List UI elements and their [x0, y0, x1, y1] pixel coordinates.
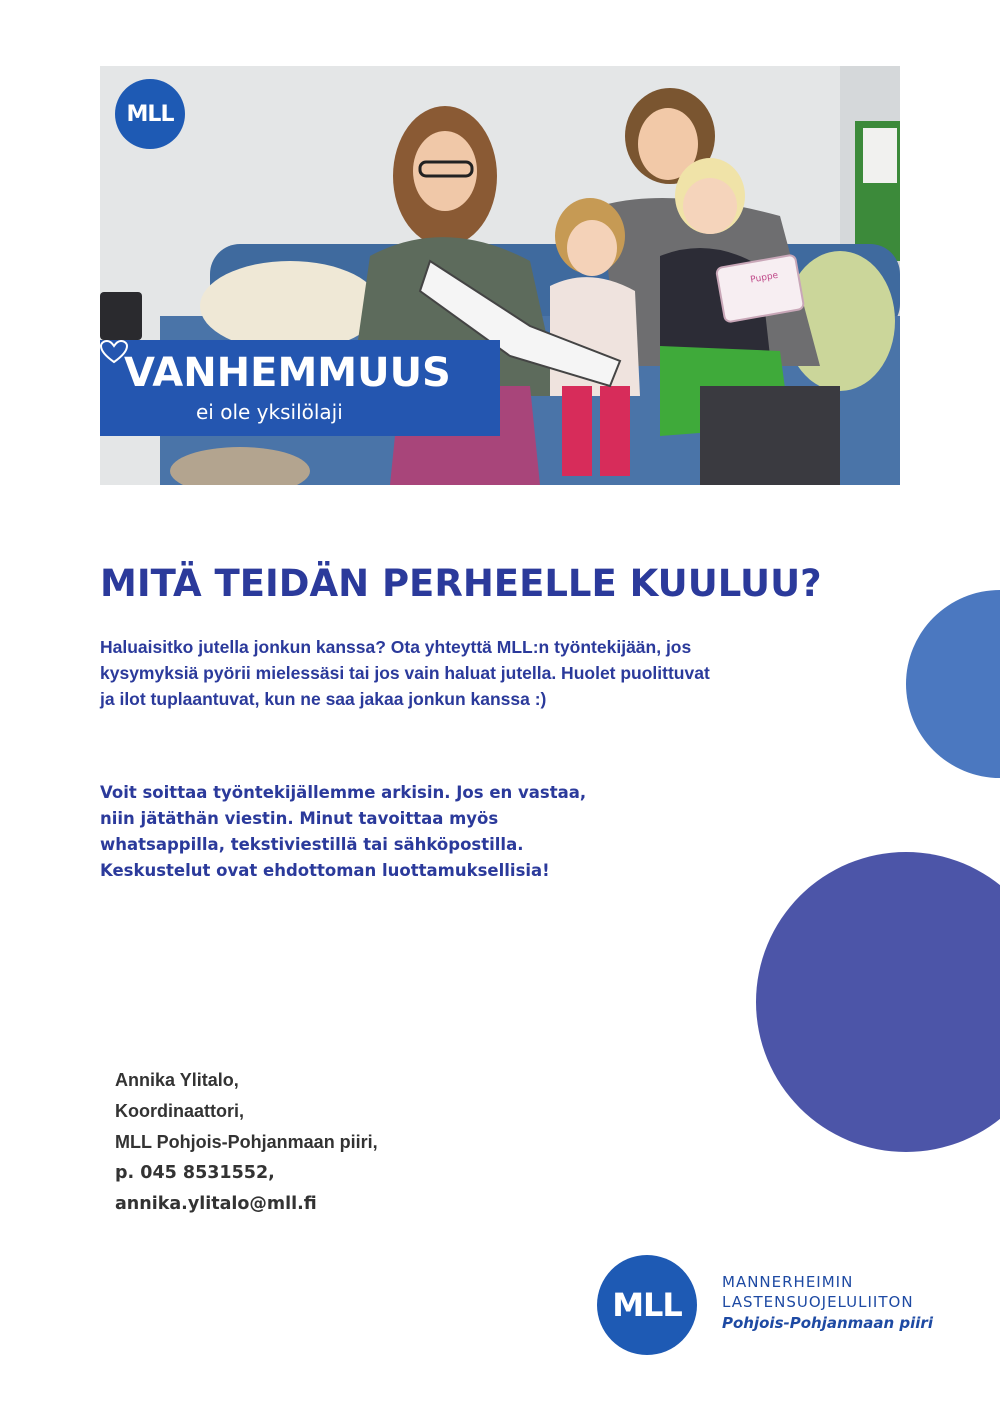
contact-email: annika.ylitalo@mll.fi — [115, 1194, 317, 1214]
contact-phone: p. 045 8531552, — [115, 1163, 275, 1183]
contact-role: Koordinaattori, — [115, 1101, 244, 1121]
contact-name: Annika Ylitalo, — [115, 1070, 239, 1090]
banner-subtitle: ei ole yksilölaji — [196, 400, 343, 424]
mll-logo-badge: MLL — [115, 79, 185, 149]
footer-org-name — [722, 1272, 933, 1334]
book-title: Puppe — [749, 270, 779, 286]
page-heading: MITÄ TEIDÄN PERHEELLE KUULUU? — [100, 562, 822, 605]
contact-org: MLL Pohjois-Pohjanmaan piiri, — [115, 1132, 378, 1152]
hero-photo — [100, 66, 900, 485]
org-line-2: LASTENSUOJELULIITON — [722, 1293, 914, 1311]
footer-mll-logo: MLL — [597, 1255, 697, 1355]
vanhemmuus-banner — [100, 340, 500, 436]
heart-outline-icon — [100, 340, 128, 364]
contact-block — [115, 1065, 378, 1220]
org-line-3: Pohjois-Pohjanmaan piiri — [722, 1314, 933, 1332]
contact-info-paragraph: Voit soittaa työntekijällemme arkisin. Jos en vastaa, niin jätäthän viestin. Minut tavoittaa myös whatsappilla, tekstiviestillä tai sähköpostilla. Keskustelut ovat ehdottoman luottamuksellisia! — [100, 783, 587, 880]
banner-title: VANHEMMUUS — [124, 350, 451, 396]
intro-paragraph: Haluaisitko jutella jonkun kanssa? Ota yhteyttä MLL:n työntekijään, jos kysymyksiä pyörii mielessäsi tai jos vain haluat jutella. Huolet puolittuvat ja ilot tuplaantuvat, kun ne saa jakaa jonkun kanssa :) — [100, 637, 710, 709]
decorative-circle-dark — [756, 852, 1000, 1152]
decorative-circle-light — [906, 590, 1000, 778]
org-line-1: MANNERHEIMIN — [722, 1273, 854, 1291]
